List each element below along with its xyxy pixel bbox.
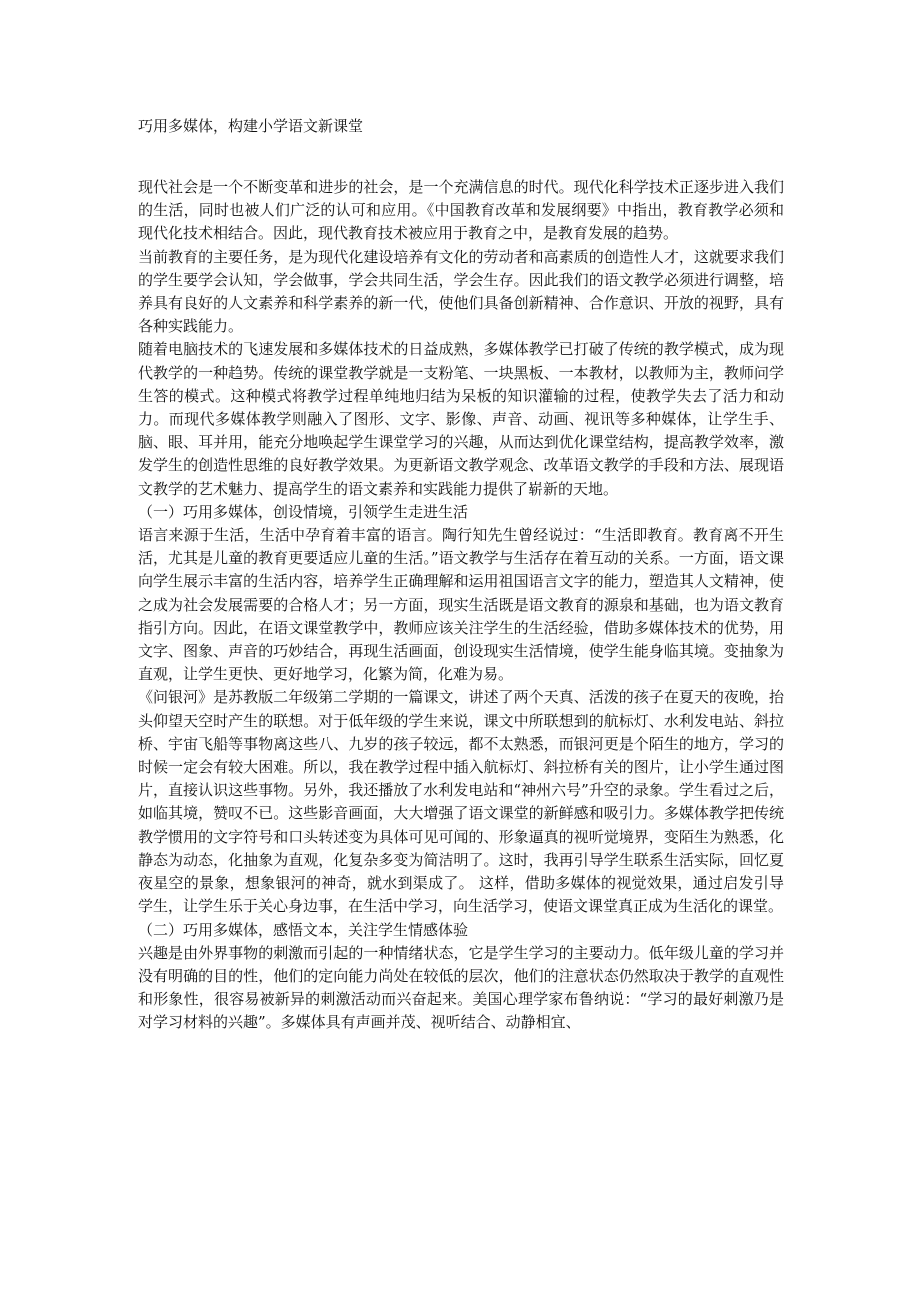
paragraph: 《问银河》是苏教版二年级第二学期的一篇课文，讲述了两个天真、活泼的孩子在夏天的夜晚，抬头仰望天空时产生的联想。对于低年级的学生来说，课文中所联想到的航标灯、水利发电站、斜拉桥、宇宙飞船等事物离这些八、九岁的孩子较远，都不太熟悉，而银河更是个陌生的地方，学习的时候一定会有较大困难。所以，我在教学过程中插入航标灯、斜拉桥有关的图片，让小学生通过图片，直接认识这些事物。另外，我还播放了水利发电站和“神州六号”升空的录象。学生看过之后，如临其境，赞叹不已。这些影音画面，大大增强了语文课堂的新鲜感和吸引力。多媒体教学把传统教学惯用的文字符号和口头转述变为具体可见可闻的、形象逼真的视听觉境界，变陌生为熟悉，化静态为动态，化抽象为直观，化复杂多变为简洁明了。这时，我再引导学生联系生活实际，回忆夏夜星空的景象，想象银河的神奇，就水到渠成了。 这样，借助多媒体的视觉效果，通过启发引导学生，让学生乐于关心身边事，在生活中学习，向生活学习，使语文课堂真正成为生活化的课堂。 [138,688,784,916]
section-heading: （二）巧用多媒体，感悟文本，关注学生情感体验 [138,920,469,939]
paragraph: 语言来源于生活，生活中孕育着丰富的语言。陶行知先生曾经说过：“生活即教育。教育离不开生活，尤其是儿童的教育更要适应儿童的生活。”语文教学与生活存在着互动的关系。一方面，语文课向学生展示丰富的生活内容，培养学生正确理解和运用祖国语言文字的能力，塑造其人文精神，使之成为社会发展需要的合格人才；另一方面，现实生活既是语文教育的源泉和基础，也为语文教育指引方向。因此，在语文课堂教学中，教师应该关注学生的生活经验，借助多媒体技术的优势，用文字、图象、声音的巧妙结合，再现生活画面，创设现实生活情境，使学生能身临其境。变抽象为直观，让学生更快、更好地学习，化繁为简，化难为易。 [138,526,784,684]
paragraph: 兴趣是由外界事物的刺激而引起的一种情绪状态，它是学生学习的主要动力。低年级儿童的学习并没有明确的目的性，他们的定向能力尚处在较低的层次，他们的注意状态仍然取决于教学的直观性和形象性，很容易被新异的刺激活动而兴奋起来。美国心理学家布鲁纳说：“学习的最好刺激乃是对学习材料的兴趣”。多媒体具有声画并茂、视听结合、动静相宜、 [138,943,784,1032]
document-title: 巧用多媒体，构建小学语文新课堂 [138,117,364,135]
paragraph: 现代社会是一个不断变革和进步的社会，是一个充满信息的时代。现代化科学技术正逐步进入我们的生活，同时也被人们广泛的认可和应用。《中国教育改革和发展纲要》中指出，教育教学必须和现代化技术相结合。因此，现代教育技术被应用于教育之中，是教育发展的趋势。 [138,178,784,243]
section-heading: （一）巧用多媒体，创设情境，引领学生走进生活 [138,502,469,521]
paragraph: 随着电脑技术的飞速发展和多媒体技术的日益成熟，多媒体教学已打破了传统的教学模式，成为现代教学的一种趋势。传统的课堂教学就是一支粉笔、一块黑板、一本教材，以教师为主，教师问学生答的模式。这种模式将教学过程单纯地归结为呆板的知识灌输的过程，使教学失去了活力和动力。而现代多媒体教学则融入了图形、文字、影像、声音、动画、视讯等多种媒体，让学生手、脑、眼、耳并用，能充分地唤起学生课堂学习的兴趣，从而达到优化课堂结构，提高教学效率，激发学生的创造性思维的良好教学效果。为更新语文教学观念、改革语文教学的手段和方法、展现语文教学的艺术魅力、提高学生的语文素养和实践能力提供了崭新的天地。 [138,340,784,498]
paragraph: 当前教育的主要任务，是为现代化建设培养有文化的劳动者和高素质的创造性人才，这就要求我们的学生要学会认知，学会做事，学会共同生活，学会生存。因此我们的语文教学必须进行调整，培养具有良好的人文素养和科学素养的新一代，使他们具备创新精神、合作意识、开放的视野，具有各种实践能力。 [138,247,784,336]
document-body [138,176,784,1035]
